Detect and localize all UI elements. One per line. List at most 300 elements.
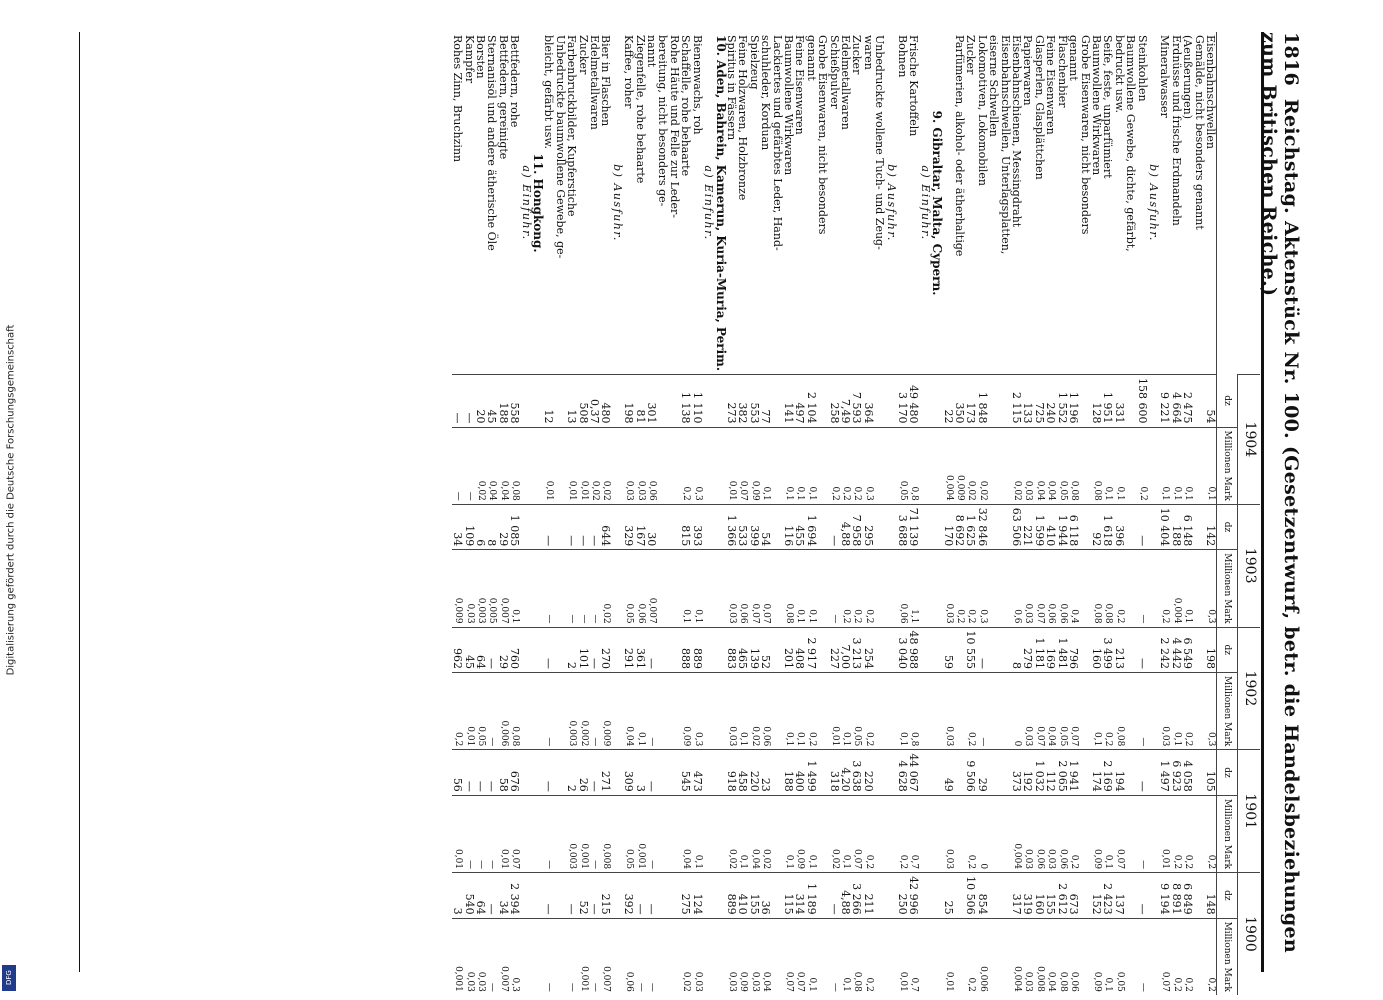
quantity-cell [1079, 504, 1090, 550]
quantity-cell: 56 [452, 750, 463, 796]
value-cell: 0,004 [1170, 550, 1181, 627]
value-cell: 0,8 [908, 427, 919, 504]
table-row [1182, 32, 1193, 995]
empty-cell [931, 795, 942, 872]
value-cell: 0,02 [976, 427, 987, 504]
value-cell: 0,06 [897, 550, 908, 627]
empty-cell [611, 427, 622, 504]
row-label: Mineralwasser [1158, 35, 1172, 118]
value-cell: 0,2 [965, 550, 976, 627]
empty-cell [714, 918, 725, 995]
value-cell: 0,2 [1182, 673, 1193, 750]
quantity-cell [771, 627, 782, 673]
value-cell [988, 795, 999, 872]
quantity-cell: 4 664 [1170, 375, 1181, 428]
empty-cell [919, 427, 930, 504]
table-row [463, 32, 474, 995]
section-heading: 9. Gibraltar, Malta, Cypern. [930, 110, 945, 296]
value-cell [657, 673, 668, 750]
quantity-cell: 173 [965, 375, 976, 428]
empty-cell [919, 375, 930, 428]
quantity-cell: 170 [942, 504, 953, 550]
empty-cell [931, 750, 942, 796]
empty-cell [611, 504, 622, 550]
value-cell [771, 427, 782, 504]
table-row [600, 32, 611, 995]
empty-cell [532, 750, 543, 796]
quantity-cell: 9 506 [965, 750, 976, 796]
quantity-cell: 279 [1022, 627, 1033, 673]
subsection-heading: a) Einfuhr. [702, 165, 716, 241]
quantity-cell: 92 [1091, 504, 1102, 550]
value-cell: 0,08 [1056, 918, 1067, 995]
quantity-cell: 7 958 [851, 504, 862, 550]
row-label: Baumwollene Wirkwaren [781, 35, 795, 176]
value-cell: 0,1 [1113, 427, 1124, 504]
quantity-cell: 44 067 [908, 750, 919, 796]
empty-cell [885, 795, 896, 872]
unit-mark: Millionen Mark [1217, 795, 1238, 872]
row-label: Borsten [474, 35, 487, 79]
value-cell: 0,009 [452, 550, 463, 627]
quantity-cell: 188 [497, 375, 508, 428]
value-cell: 0,1 [737, 795, 748, 872]
value-cell: 0,1 [805, 795, 816, 872]
empty-cell [885, 918, 896, 995]
value-cell: 0,03 [942, 673, 953, 750]
digitization-note [0, 0, 22, 1000]
quantity-cell [1125, 873, 1136, 919]
quantity-cell: 8 692 [954, 504, 965, 550]
value-cell [771, 673, 782, 750]
empty-cell [532, 918, 543, 995]
value-cell: 0,05 [623, 550, 634, 627]
quantity-cell: — [634, 873, 645, 919]
subsection-heading: b) Ausfuhr. [610, 164, 624, 242]
table-row [954, 32, 965, 995]
quantity-cell: 48 988 [908, 627, 919, 673]
quantity-cell: 1 196 [1068, 375, 1079, 428]
value-cell: 0,07 [783, 918, 794, 995]
table-row [760, 32, 771, 995]
table-row [805, 32, 816, 995]
row-label: (Aeußerungen) [1181, 35, 1195, 120]
value-cell: 0,1 [840, 918, 851, 995]
empty-cell [714, 795, 725, 872]
quantity-cell: 760 [509, 627, 520, 673]
quantity-cell [999, 504, 1010, 550]
digitization-note-text: Digitalisierung gefördert durch die Deutsche Forschungsgemeinschaft [5, 324, 17, 676]
value-cell [954, 918, 965, 995]
quantity-cell: 4 058 [1182, 750, 1193, 796]
value-cell: — [828, 550, 839, 627]
value-cell: 0,2 [965, 918, 976, 995]
row-label: Bier in Flaschen [599, 35, 613, 127]
value-cell: 0,01 [1159, 795, 1170, 872]
value-cell: 0,2 [805, 673, 816, 750]
quantity-cell: 64 [475, 627, 486, 673]
row-label: Parfümerien, alkohol- oder ätherhaltige [953, 35, 967, 257]
empty-cell [520, 375, 531, 428]
quantity-cell [771, 873, 782, 919]
row-label: Eisenbahnschwellen, Unterlagsplatten, [998, 35, 1012, 255]
empty-cell [703, 750, 714, 796]
quantity-cell: 273 [726, 375, 737, 428]
value-cell [954, 795, 965, 872]
value-cell [817, 795, 828, 872]
value-cell [988, 427, 999, 504]
subsection-heading: b) Ausfuhr. [1146, 164, 1160, 242]
quantity-cell: 508 [577, 375, 588, 428]
quantity-cell: 155 [748, 873, 759, 919]
quantity-cell: — [463, 750, 474, 796]
quantity-cell: 2 065 [1056, 750, 1067, 796]
empty-cell [919, 673, 930, 750]
value-cell: 0,03 [726, 673, 737, 750]
quantity-cell: 329 [623, 504, 634, 550]
table-body [452, 32, 1217, 995]
value-cell: 0,09 [737, 918, 748, 995]
row-label: Spiritus in Fässern [724, 35, 738, 141]
quantity-cell: 1 618 [1102, 504, 1113, 550]
row-label: Unbedruckte wollene Tuch- und Zeug- [873, 35, 887, 250]
value-cell: 0,06 [634, 550, 645, 627]
value-cell: — [566, 550, 577, 627]
value-cell: 0,1 [680, 550, 691, 627]
value-cell: 0,003 [566, 673, 577, 750]
row-label: bedruckt usw. [1112, 35, 1126, 114]
value-cell: 0,4 [1068, 550, 1079, 627]
value-cell: 0,03 [623, 427, 634, 504]
value-cell: 0,1 [840, 795, 851, 872]
value-cell: 0,02 [748, 673, 759, 750]
value-cell: 0,2 [862, 550, 873, 627]
empty-cell [931, 550, 942, 627]
quantity-cell: 796 [1068, 627, 1079, 673]
quantity-cell: 2 115 [1011, 375, 1022, 428]
row-label: waren [861, 35, 875, 70]
empty-cell [520, 627, 531, 673]
value-cell: — [646, 918, 657, 995]
quantity-cell [988, 750, 999, 796]
value-cell [988, 918, 999, 995]
empty-cell [714, 673, 725, 750]
value-cell [657, 427, 668, 504]
value-cell: 0,04 [1045, 918, 1056, 995]
quantity-cell: 7,00 [840, 627, 851, 673]
row-label: Ziegenfelle, rohe behaarte [633, 35, 647, 184]
value-cell: — [543, 550, 554, 627]
value-cell: 0,1 [794, 427, 805, 504]
empty-cell [1148, 873, 1159, 919]
value-cell: 0,09 [794, 795, 805, 872]
table-row [1011, 32, 1022, 995]
value-cell: — [566, 918, 577, 995]
quantity-cell: 158 600 [1136, 375, 1147, 428]
quantity-cell: — [1136, 750, 1147, 796]
value-cell: 0,05 [897, 427, 908, 504]
value-cell [1125, 918, 1136, 995]
value-cell: 0,09 [1091, 795, 1102, 872]
value-cell: 0,3 [691, 673, 702, 750]
quantity-cell: — [589, 750, 600, 796]
value-cell [1079, 795, 1090, 872]
value-cell [817, 673, 828, 750]
value-cell: 0,07 [1113, 795, 1124, 872]
value-cell: 0,3 [691, 427, 702, 504]
value-cell [554, 795, 565, 872]
value-cell: 0,2 [680, 427, 691, 504]
empty-cell [919, 550, 930, 627]
row-label: schuhleder, Korduan [759, 35, 773, 151]
value-cell: 0,03 [1045, 795, 1056, 872]
value-cell: 0,03 [1159, 673, 1170, 750]
value-cell: 0,07 [509, 795, 520, 872]
table-row [691, 32, 702, 995]
value-cell: 0,07 [1034, 550, 1045, 627]
quantity-cell: 1 552 [1056, 375, 1067, 428]
quantity-cell: 318 [828, 750, 839, 796]
row-label: Zucker [850, 35, 864, 75]
quantity-cell [1079, 375, 1090, 428]
value-cell: 0,02 [1011, 427, 1022, 504]
value-cell: 0,009 [954, 427, 965, 504]
quantity-cell: 1 181 [1034, 627, 1045, 673]
row-label: Flaschenbier [1055, 35, 1069, 108]
quantity-cell: 1 032 [1034, 750, 1045, 796]
value-cell [817, 550, 828, 627]
value-cell [988, 550, 999, 627]
value-cell: 0,04 [748, 795, 759, 872]
table-row [475, 32, 486, 995]
row-label: genannt [1067, 35, 1081, 81]
value-cell: — [463, 795, 474, 872]
value-cell [954, 673, 965, 750]
quantity-cell: 410 [737, 873, 748, 919]
table-row [1170, 32, 1181, 995]
empty-cell [611, 873, 622, 919]
row-label: Feine Eisenwaren [793, 35, 807, 135]
value-cell: 0,06 [623, 918, 634, 995]
quantity-cell: 6 [475, 504, 486, 550]
quantity-cell: 81 [634, 375, 645, 428]
quantity-cell: 174 [1091, 750, 1102, 796]
value-cell: 0,1 [783, 673, 794, 750]
quantity-cell: — [463, 375, 474, 428]
quantity-cell: 1 481 [1056, 627, 1067, 673]
quantity-cell [657, 627, 668, 673]
quantity-cell: — [543, 627, 554, 673]
value-cell: 0,1 [634, 673, 645, 750]
table-row [1045, 32, 1056, 995]
dfg-logo: DFG [2, 965, 16, 991]
value-cell [874, 427, 885, 504]
value-cell: 0,03 [1022, 673, 1033, 750]
value-cell: 0,03 [475, 918, 486, 995]
empty-cell [919, 750, 930, 796]
empty-cell [931, 873, 942, 919]
table-row [783, 32, 794, 995]
value-cell [999, 918, 1010, 995]
value-cell: 0,08 [1091, 550, 1102, 627]
value-cell [669, 673, 680, 750]
empty-cell [1148, 375, 1159, 428]
value-cell: 0,03 [463, 918, 474, 995]
quantity-cell: 201 [783, 627, 794, 673]
empty-cell [532, 427, 543, 504]
value-cell: 0,06 [760, 673, 771, 750]
row-label: Grobe Eisenwaren, nicht besonders [816, 35, 830, 235]
value-cell: 0,08 [509, 673, 520, 750]
value-cell: 0,02 [600, 550, 611, 627]
value-cell: 0,004 [1011, 795, 1022, 872]
row-label: Edelmetallwaren [588, 35, 602, 130]
value-cell: 0,04 [1034, 427, 1045, 504]
quantity-cell: 36 [760, 873, 771, 919]
quantity-cell: 361 [634, 627, 645, 673]
quantity-cell: 8 [486, 504, 497, 550]
quantity-cell [988, 375, 999, 428]
table-row [1159, 32, 1170, 995]
quantity-cell: 45 [486, 375, 497, 428]
quantity-cell: 2 917 [805, 627, 816, 673]
value-cell: 0,2 [862, 918, 873, 995]
quantity-cell: 540 [463, 873, 474, 919]
row-label: bleicht, gefärbt usw. [542, 35, 556, 149]
value-cell: 0,06 [1045, 550, 1056, 627]
value-cell: 0,001 [452, 918, 463, 995]
quantity-cell [1193, 873, 1204, 919]
quantity-cell: 240 [1045, 375, 1056, 428]
row-label: Bienenwachs, roh [690, 35, 704, 135]
quantity-cell: 465 [737, 627, 748, 673]
value-cell: 0,08 [783, 550, 794, 627]
quantity-cell: 2 [566, 750, 577, 796]
row-label: bereitung, nicht besonders ge- [656, 35, 670, 207]
quantity-cell: 10 506 [965, 873, 976, 919]
empty-cell [1148, 673, 1159, 750]
quantity-cell: 2 [566, 627, 577, 673]
quantity-cell: — [1136, 504, 1147, 550]
table-row [703, 32, 714, 995]
quantity-cell: 4,88 [840, 873, 851, 919]
unit-mark: Millionen Mark [1217, 918, 1238, 995]
page-header [1258, 32, 1302, 972]
value-cell: — [589, 673, 600, 750]
value-cell: 0,01 [463, 673, 474, 750]
value-cell: 0,01 [942, 918, 953, 995]
row-label: Bettfedern, rohe [508, 35, 522, 128]
value-cell: 0,04 [760, 918, 771, 995]
table-row [1091, 32, 1102, 995]
value-cell [874, 795, 885, 872]
quantity-cell: 30 [646, 504, 657, 550]
empty-cell [931, 627, 942, 673]
quantity-cell: — [828, 504, 839, 550]
row-label: Grobe Eisenwaren, nicht besonders [1078, 35, 1092, 235]
value-cell: 0,7 [908, 918, 919, 995]
value-cell [669, 550, 680, 627]
row-label: Zucker [964, 35, 978, 75]
quantity-cell: — [1136, 873, 1147, 919]
header-rule [1261, 32, 1264, 972]
value-cell: 0,01 [452, 795, 463, 872]
quantity-cell [954, 750, 965, 796]
quantity-cell: 1 497 [1159, 750, 1170, 796]
quantity-cell: 533 [737, 504, 748, 550]
value-cell: 0,2 [1205, 918, 1217, 995]
value-cell: — [475, 795, 486, 872]
quantity-cell [1193, 504, 1204, 550]
value-cell: 0,07 [748, 550, 759, 627]
value-cell: 0,2 [1182, 918, 1193, 995]
value-cell: 0,001 [634, 795, 645, 872]
value-cell [771, 918, 782, 995]
value-cell [1193, 795, 1204, 872]
value-cell: — [646, 795, 657, 872]
empty-cell [714, 427, 725, 504]
quantity-cell [1125, 750, 1136, 796]
quantity-cell [1125, 375, 1136, 428]
quantity-cell: — [976, 627, 987, 673]
quantity-cell: 42 996 [908, 873, 919, 919]
value-cell: 0,02 [828, 795, 839, 872]
table-row [634, 32, 645, 995]
empty-cell [703, 918, 714, 995]
quantity-cell: — [452, 375, 463, 428]
value-cell: — [543, 795, 554, 872]
quantity-cell: 410 [1045, 504, 1056, 550]
quantity-cell: 29 [497, 627, 508, 673]
value-cell: 0,05 [623, 795, 634, 872]
value-cell: 0,1 [1182, 427, 1193, 504]
quantity-cell [771, 750, 782, 796]
value-cell [1079, 673, 1090, 750]
table-row [452, 32, 463, 995]
value-cell: 0,005 [486, 550, 497, 627]
quantity-cell: 54 [760, 504, 771, 550]
quantity-cell [874, 750, 885, 796]
value-cell [657, 795, 668, 872]
table-row [1034, 32, 1045, 995]
quantity-cell: — [589, 627, 600, 673]
quantity-cell [817, 750, 828, 796]
quantity-cell: 1 189 [805, 873, 816, 919]
value-cell: 0,07 [760, 550, 771, 627]
value-cell: 0,09 [748, 427, 759, 504]
quantity-cell: 34 [452, 504, 463, 550]
quantity-cell: 26 [577, 750, 588, 796]
empty-cell [703, 427, 714, 504]
quantity-cell: 4 442 [1170, 627, 1181, 673]
quantity-cell: 213 [1113, 627, 1124, 673]
quantity-cell: 2 104 [805, 375, 816, 428]
value-cell: 0,1 [805, 918, 816, 995]
value-cell: 0,03 [1022, 550, 1033, 627]
value-cell: 0,08 [851, 918, 862, 995]
quantity-cell: 408 [794, 627, 805, 673]
value-cell: 0,3 [509, 918, 520, 995]
value-cell [999, 427, 1010, 504]
table-row [908, 32, 919, 995]
value-cell: 0,01 [566, 427, 577, 504]
quantity-cell: 350 [954, 375, 965, 428]
quantity-cell: 152 [1091, 873, 1102, 919]
quantity-cell: 137 [1113, 873, 1124, 919]
value-cell: — [486, 918, 497, 995]
value-cell: 0,006 [976, 918, 987, 995]
value-cell: 0,2 [1182, 795, 1193, 872]
